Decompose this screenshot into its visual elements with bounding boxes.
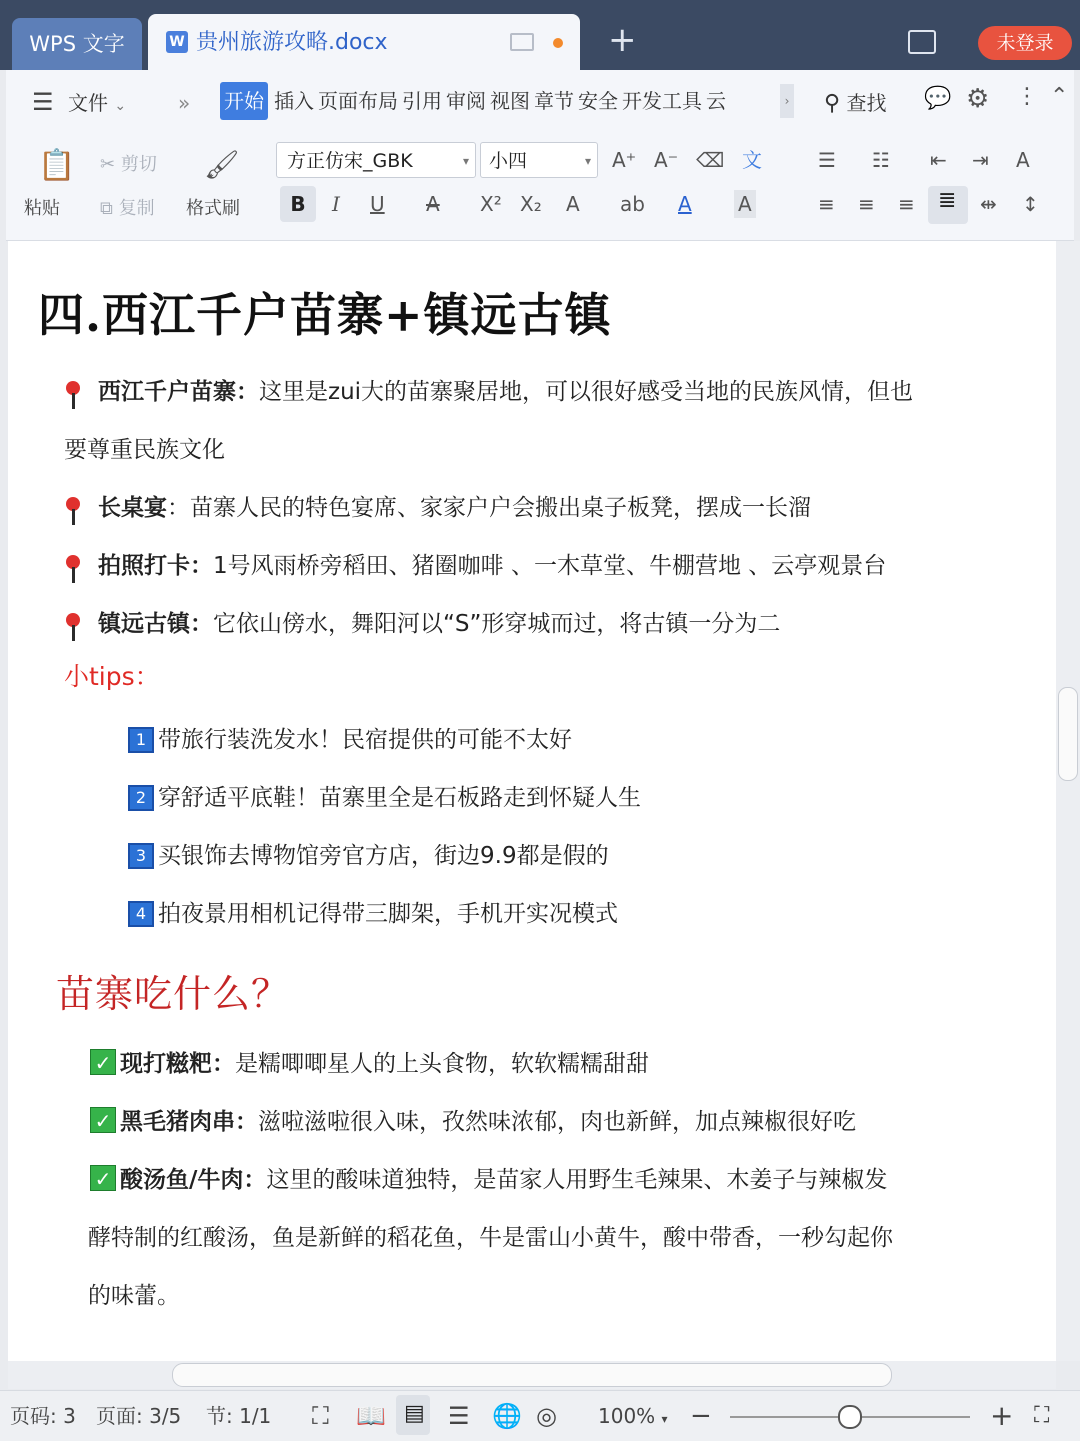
list-item: 长桌宴：苗寨人民的特色宴席、家家户户会搬出桌子板凳，摆成一长溜 (66, 479, 811, 537)
document-tab[interactable] (148, 14, 580, 70)
shrink-font-icon[interactable]: A⁻ (654, 148, 679, 172)
tip-item: 1 带旅行装洗发水！民宿提供的可能不太好 (128, 711, 572, 769)
more-tabs-button[interactable]: » (178, 91, 191, 115)
tabs-scroll-right-icon[interactable]: › (780, 84, 794, 118)
unsaved-dot-icon (553, 38, 563, 48)
vertical-scrollbar[interactable] (1056, 241, 1080, 1361)
subscript-button[interactable]: X₂ (520, 192, 542, 216)
search-icon: ⚲ (824, 91, 841, 116)
food-section-title: 苗寨吃什么？ (56, 972, 291, 1016)
title-bar (0, 0, 1080, 70)
list-item: 西江千户苗寨：这里是zui大的苗寨聚居地，可以很好感受当地的民族风情，但也 (66, 363, 913, 421)
tab-developer[interactable]: 开发工具 (622, 89, 702, 113)
scissors-icon: ✂ (100, 154, 116, 175)
phonetic-guide-icon[interactable]: 文 (742, 148, 762, 172)
page-number[interactable]: 页码: 3 (10, 1404, 76, 1428)
copy-icon: ⧉ (100, 198, 113, 219)
food-item-continuation: 酵特制的红酸汤，鱼是新鲜的稻花鱼，牛是雷山小黄牛，酸中带香，一秒勾起你 (88, 1225, 893, 1251)
fullscreen-icon[interactable]: ⛶ (312, 1402, 329, 1430)
chevron-down-icon: ▾ (462, 154, 469, 168)
clear-format-icon[interactable]: ⌫ (696, 148, 725, 172)
check-mark-icon: ✓ (90, 1049, 116, 1075)
food-item: ✓ 酸汤鱼/牛肉：这里的酸味道独特，是苗家人用野生毛辣果、木姜子与辣椒发 (90, 1151, 887, 1209)
numbered-list-icon[interactable]: ☷ (872, 148, 890, 172)
hamburger-menu-icon[interactable]: ☰ (32, 88, 54, 116)
increase-indent-icon[interactable]: ⇥ (972, 148, 989, 172)
copy-button[interactable]: ⧉ 复制 (100, 198, 155, 219)
more-options-icon[interactable]: ⋮ (1016, 84, 1038, 109)
bold-button[interactable]: B (280, 186, 316, 222)
grow-font-icon[interactable]: A⁺ (612, 148, 637, 172)
word-doc-icon: W (166, 31, 188, 53)
document-tab-title: 贵州旅游攻略.docx (196, 30, 388, 55)
pin-icon (66, 381, 80, 395)
text-direction-icon[interactable]: A (1016, 148, 1030, 172)
zoom-slider-handle[interactable] (838, 1405, 862, 1429)
tab-page-layout[interactable]: 页面布局 (318, 89, 398, 113)
document-page[interactable] (8, 241, 1056, 1361)
section-count[interactable]: 节: 1/1 (206, 1404, 272, 1428)
zoom-in-button[interactable]: + (990, 1399, 1014, 1432)
list-item-continuation: 要尊重民族文化 (64, 437, 225, 463)
justify-icon: ≣ (938, 188, 957, 213)
italic-button[interactable]: I (332, 192, 340, 216)
reading-view-icon[interactable]: 📖 (356, 1402, 386, 1430)
tab-start[interactable]: 开始 (220, 82, 268, 120)
align-justify-button[interactable] (928, 186, 968, 224)
paste-button[interactable]: 粘贴 (24, 198, 60, 219)
login-button[interactable]: 未登录 (978, 26, 1072, 60)
pin-icon (66, 613, 80, 627)
food-item: ✓ 黑毛猪肉串：滋啦滋啦很入味，孜然味浓郁，肉也新鲜，加点辣椒很好吃 (90, 1093, 856, 1151)
food-item-continuation: 的味蕾。 (88, 1283, 180, 1309)
tab-security[interactable]: 安全 (578, 89, 618, 113)
tab-review[interactable]: 审阅 (446, 89, 486, 113)
page-view-icon: ▤ (404, 1401, 425, 1426)
tab-references[interactable]: 引用 (402, 89, 442, 113)
keycap-2-icon: 2 (128, 785, 154, 811)
keycap-1-icon: 1 (128, 727, 154, 753)
comment-icon[interactable]: 💬 (924, 86, 952, 111)
text-effect-icon[interactable]: A (566, 192, 580, 216)
pin-icon (66, 497, 80, 511)
strikethrough-button[interactable]: A (426, 192, 440, 216)
tab-chapter[interactable]: 章节 (534, 89, 574, 113)
zoom-out-button[interactable]: − (690, 1401, 712, 1431)
monitor-icon[interactable] (510, 33, 534, 51)
line-spacing-icon[interactable]: ↕ (1022, 192, 1039, 216)
tips-label: 小tips： (64, 662, 160, 691)
horizontal-scrollbar[interactable] (8, 1361, 1056, 1389)
outline-view-icon[interactable]: ☰ (448, 1402, 470, 1430)
distributed-align-icon[interactable]: ⇹ (980, 192, 997, 216)
tip-item: 3 买银饰去博物馆旁官方店，街边9.9都是假的 (128, 827, 609, 885)
font-color-icon[interactable]: A (678, 192, 692, 216)
window-layout-icon[interactable] (908, 30, 936, 54)
keycap-4-icon: 4 (128, 901, 154, 927)
web-view-icon[interactable]: 🌐 (492, 1402, 522, 1430)
fit-window-icon[interactable]: ⛶ (1034, 1403, 1050, 1428)
tip-item: 4 拍夜景用相机记得带三脚架，手机开实况模式 (128, 885, 618, 943)
align-left-icon[interactable]: ≡ (818, 192, 835, 216)
tab-cloud[interactable]: 云 (706, 89, 726, 113)
list-item: 镇远古镇：它依山傍水，舞阳河以“S”形穿城而过，将古镇一分为二 (66, 595, 780, 653)
app-tab[interactable]: WPS 文字 (12, 18, 142, 70)
chevron-down-icon: ▾ (661, 1412, 668, 1426)
ribbon-tabs (274, 82, 730, 120)
horizontal-scroll-thumb[interactable] (172, 1363, 892, 1387)
chevron-down-icon: ⌄ (114, 98, 127, 114)
section-heading: 四.西江千户苗寨+镇远古镇 (38, 288, 612, 342)
char-shading-icon[interactable]: A (734, 190, 756, 218)
bullet-list-icon[interactable]: ☰ (818, 148, 836, 172)
search-button[interactable]: ⚲ 查找 (824, 91, 887, 116)
new-tab-button[interactable]: + (608, 20, 637, 60)
superscript-button[interactable]: X² (480, 192, 502, 216)
font-size-select[interactable]: 小四 ▾ (480, 142, 598, 178)
eye-protection-icon[interactable]: ◎ (536, 1402, 557, 1430)
tab-insert[interactable]: 插入 (274, 89, 314, 113)
chevron-down-icon: ▾ (584, 154, 591, 168)
tab-view[interactable]: 视图 (490, 89, 530, 113)
decrease-indent-icon[interactable]: ⇤ (930, 148, 947, 172)
cut-button[interactable]: ✂ 剪切 (100, 154, 157, 175)
highlight-icon[interactable]: ab (620, 192, 645, 216)
vertical-scroll-thumb[interactable] (1058, 687, 1078, 781)
collapse-ribbon-icon[interactable]: ⌃ (1050, 84, 1069, 109)
paste-icon[interactable]: 📋 (38, 148, 76, 183)
food-item: ✓ 现打糍粑：是糯唧唧星人的上头食物，软软糯糯甜甜 (90, 1035, 649, 1093)
underline-button[interactable]: U (370, 192, 385, 216)
gear-icon[interactable]: ⚙ (966, 84, 990, 114)
tip-item: 2 穿舒适平底鞋！苗寨里全是石板路走到怀疑人生 (128, 769, 641, 827)
page-count[interactable]: 页面: 3/5 (96, 1404, 182, 1428)
check-mark-icon: ✓ (90, 1107, 116, 1133)
check-mark-icon: ✓ (90, 1165, 116, 1191)
align-center-icon[interactable]: ≡ (858, 192, 875, 216)
align-right-icon[interactable]: ≡ (898, 192, 915, 216)
format-painter-icon[interactable]: 🖌 (204, 148, 240, 181)
zoom-level[interactable]: 100% ▾ (598, 1404, 668, 1428)
list-item: 拍照打卡：1号风雨桥旁稻田、猪圈咖啡 、一木草堂、牛棚营地 、云亭观景台 (66, 537, 886, 595)
keycap-3-icon: 3 (128, 843, 154, 869)
page-view-button[interactable] (396, 1395, 430, 1435)
font-name-select[interactable]: 方正仿宋_GBK ▾ (276, 142, 476, 178)
file-menu[interactable]: 文件 ⌄ (68, 91, 127, 115)
format-painter-button[interactable]: 格式刷 (186, 198, 240, 219)
status-bar (0, 1390, 1080, 1441)
pin-icon (66, 555, 80, 569)
ribbon (6, 70, 1074, 241)
